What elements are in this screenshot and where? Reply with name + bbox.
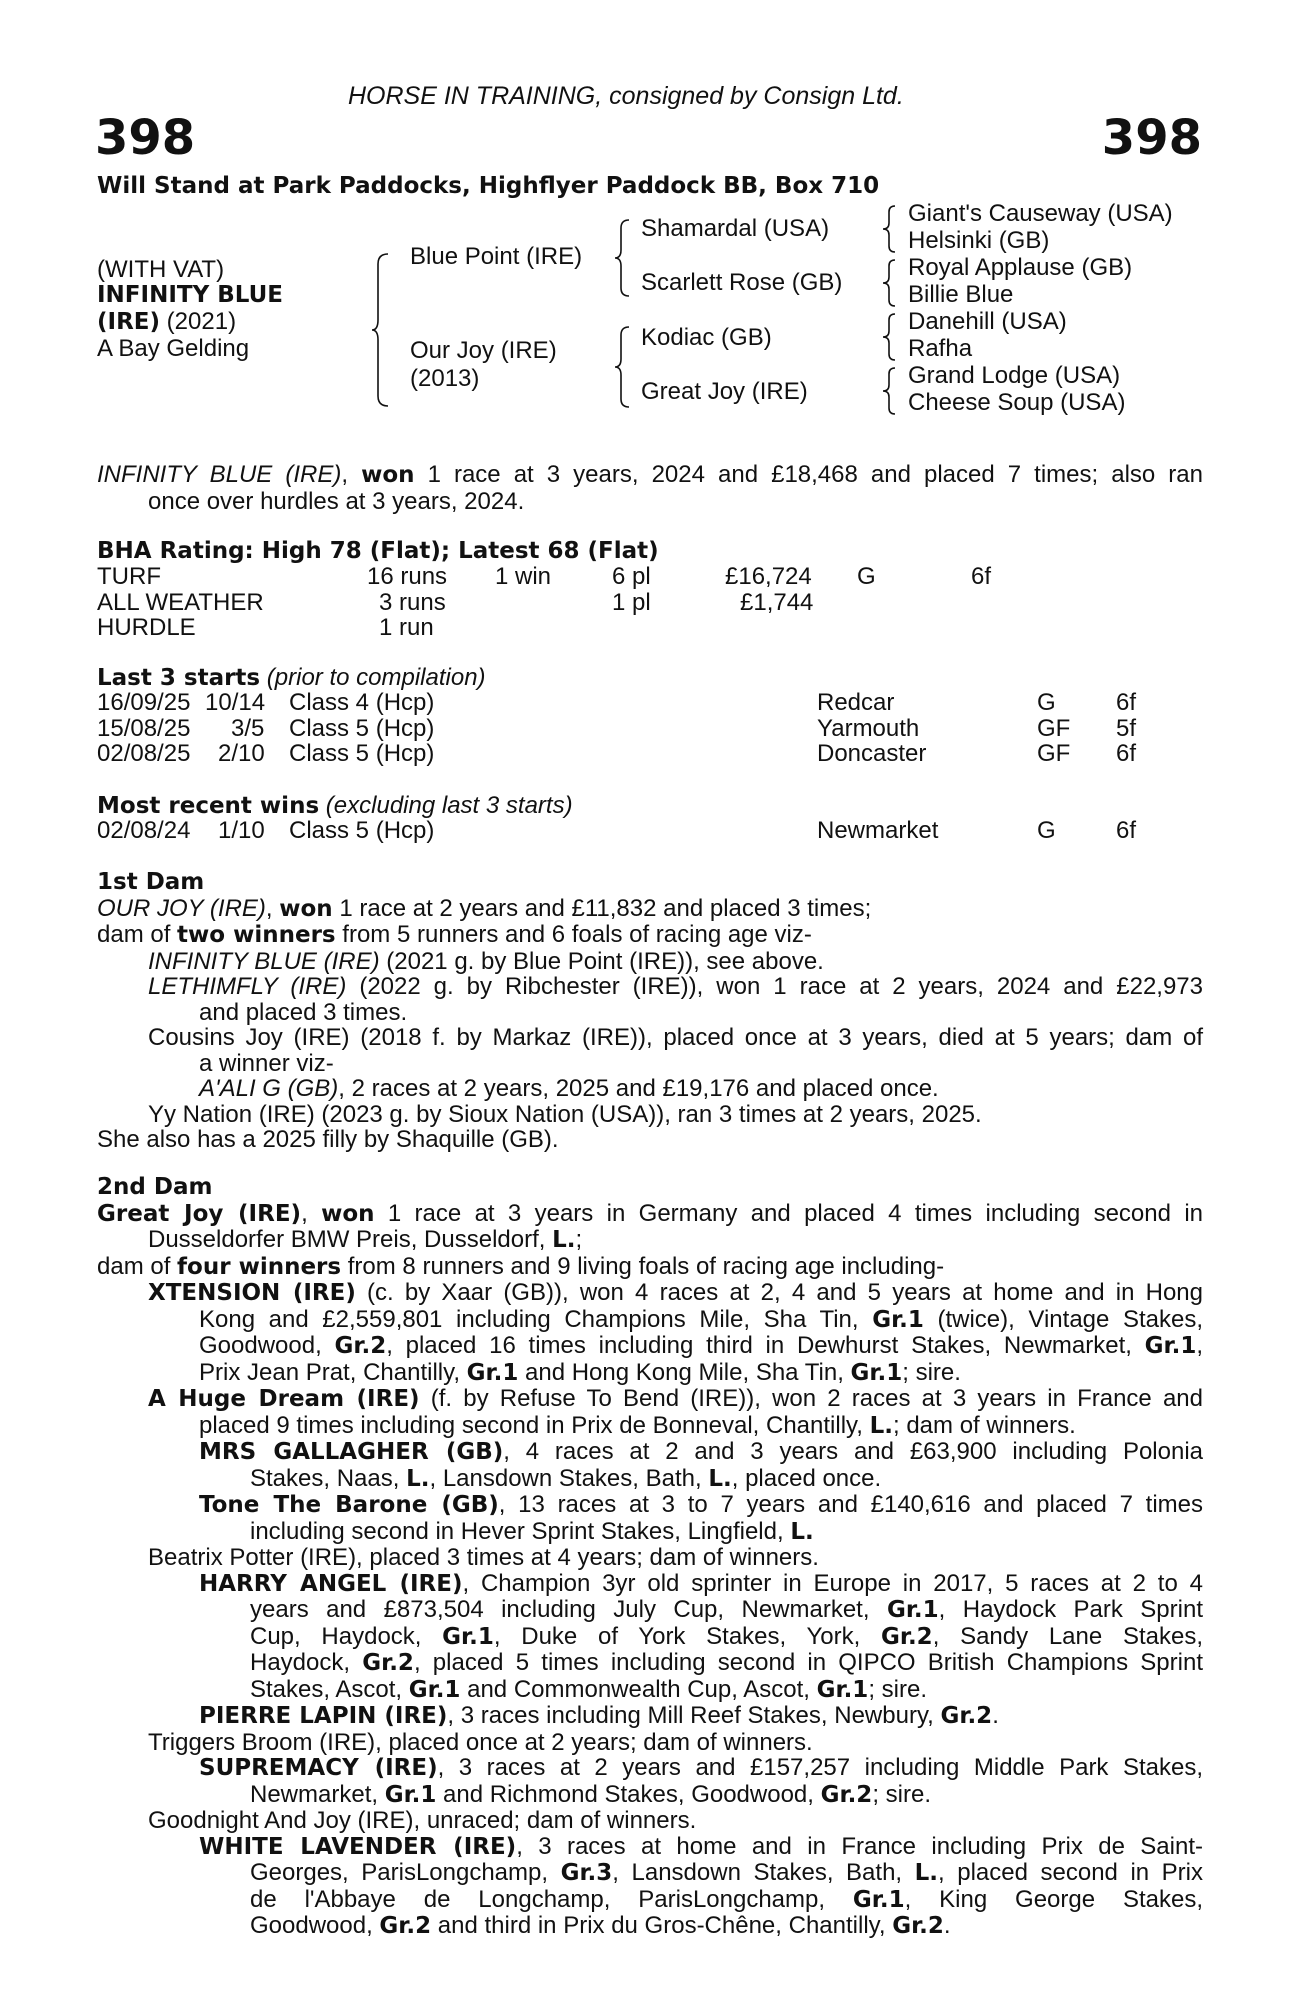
text-dam2-x4-g: Gr.1 bbox=[466, 1359, 519, 1386]
second-dam-heading: 2nd Dam bbox=[97, 1174, 213, 1200]
pedigree-granddam-2: Great Joy (IRE) bbox=[641, 378, 808, 405]
text-recent-rows-0-pos: 1/10 bbox=[218, 817, 265, 844]
text-dam2-w4-g: Gr.2 bbox=[379, 1913, 432, 1939]
text-dam1-l5: and placed 3 times. bbox=[199, 998, 408, 1026]
pedigree-brace-gg2 bbox=[883, 258, 897, 308]
pedigree-ggp-7: Grand Lodge (USA) bbox=[908, 362, 1121, 389]
text-last3-rows-1-dist: 5f bbox=[1116, 714, 1137, 742]
lot-number-left: 398 bbox=[95, 110, 196, 166]
text-last3-rows-2-cls: Class 5 (Hcp) bbox=[289, 740, 435, 767]
text-dam2-ha4: Haydock, bbox=[250, 1649, 363, 1676]
text-dam2-m1-rest: , 4 races at 2 and 3 years and £63,900 including Polonia bbox=[503, 1438, 1204, 1465]
pedigree-brace-gg1 bbox=[883, 204, 897, 254]
text-dam2-l3-a: dam of bbox=[97, 1252, 178, 1280]
text-last3-rows-0-dist: 6f bbox=[1116, 689, 1137, 716]
text-dam2-t2: including second in Hever Sprint Stakes, Lingfield, bbox=[250, 1517, 791, 1545]
text-rating-rows-2-surface: HURDLE bbox=[97, 614, 196, 641]
text-dam2-s2: Newmarket, bbox=[250, 1780, 385, 1808]
text-dam2-ha1-name: HARRY ANGEL (IRE) bbox=[199, 1570, 463, 1597]
text-dam2-t2-L: L. bbox=[790, 1518, 814, 1545]
text-last3-heading: Last 3 starts bbox=[97, 665, 261, 691]
text-dam1-l9: Yy Nation (IRE) (2023 g. by Sioux Nation (USA)), ran 3 times at 2 years, 2025. bbox=[148, 1100, 982, 1128]
text-dam2-w2: Georges, ParisLongchamp, bbox=[250, 1859, 561, 1886]
text-dam2-m2-L: L. bbox=[406, 1465, 430, 1492]
pedigree-brace-sire bbox=[615, 218, 631, 298]
text-rating-rows-0-runs: 16 runs bbox=[367, 563, 448, 590]
pedigree-ggp-5: Danehill (USA) bbox=[908, 308, 1067, 335]
text-dam2-ha3-mid: , Duke of York Stakes, York, bbox=[493, 1622, 881, 1650]
text-dam2-h2-L: L. bbox=[869, 1412, 893, 1439]
text-rating-rows-2-runs: 1 run bbox=[379, 614, 434, 641]
text-dam2-h1-rest: (f. by Refuse To Bend (IRE)), won 2 races at 3 years in France and bbox=[419, 1385, 1203, 1412]
text-dam1-l6: Cousins Joy (IRE) (2018 f. by Markaz (IRE)), placed once at 3 years, died at 5 years; dam of bbox=[148, 1024, 1203, 1051]
rating-row-turf bbox=[97, 564, 1197, 590]
horse-name-suffix bbox=[97, 309, 236, 336]
text-dam2-x3-g: Gr.2 bbox=[334, 1333, 387, 1359]
text-rating-rows-0-surface: TURF bbox=[97, 563, 161, 590]
text-dam2-l2: Dusseldorfer BMW Preis, Dusseldorf, bbox=[148, 1226, 553, 1253]
recent-wins-heading bbox=[97, 792, 573, 820]
text-dam2-s2-g2: Gr.2 bbox=[820, 1781, 873, 1808]
text-dam2-l1-name: Great Joy (IRE) bbox=[97, 1200, 302, 1227]
text-dam2-w4-mid: and third in Prix du Gros-Chêne, Chantilly, bbox=[431, 1912, 893, 1939]
text-dam2-x2-g: Gr.1 bbox=[872, 1306, 924, 1333]
text-dam2-l2-end: ; bbox=[575, 1226, 583, 1253]
text-dam1-l2-a: dam of bbox=[97, 921, 178, 948]
text-dam2-s2-end: ; sire. bbox=[872, 1780, 931, 1808]
text-dam2-ha5: Stakes, Ascot, bbox=[250, 1675, 409, 1703]
vat-note: (WITH VAT) bbox=[97, 256, 225, 283]
text-dam1-l7: a winner viz- bbox=[199, 1049, 334, 1077]
rating-row-hurdle bbox=[97, 615, 1197, 641]
pedigree-granddam-1: Scarlett Rose (GB) bbox=[641, 269, 843, 296]
text-dam2-w4-end: . bbox=[943, 1912, 951, 1939]
text-dam1-l8-rest: , 2 races at 2 years, 2025 and £19,176 and placed once. bbox=[338, 1075, 939, 1102]
text-dam1-l3-name: INFINITY BLUE (IRE) bbox=[148, 947, 380, 975]
text-dam1-l4-name: LETHIMFLY (IRE) bbox=[148, 973, 347, 1000]
text-last3-rows-0-course: Redcar bbox=[817, 689, 895, 716]
last3-table bbox=[97, 690, 1197, 770]
text-dam2-l1-rest: 1 race at 3 years in Germany and placed 4 times including second in bbox=[374, 1199, 1203, 1227]
text-summary-rest1: 1 race at 3 years, 2024 and £18,468 and placed 7 times; also ran bbox=[414, 461, 1203, 488]
text-dam2-m1-name: MRS GALLAGHER (GB) bbox=[199, 1439, 504, 1465]
text-dam2-w2-L: L. bbox=[914, 1860, 939, 1886]
text-dam2-s1-rest: , 3 races at 2 years and £157,257 including Middle Park Stakes, bbox=[437, 1754, 1203, 1781]
text-last3-rows-0-date: 16/09/25 bbox=[97, 689, 191, 716]
text-dam2-pl-rest: , 3 races including Mill Reef Stakes, Newbury, bbox=[447, 1702, 941, 1729]
text-last3-rows-0-pos: 10/14 bbox=[205, 689, 266, 716]
text-rating-rows-1-pl: 1 pl bbox=[612, 588, 651, 616]
text-recent-rows-0-going: G bbox=[1037, 817, 1056, 844]
text-dam1-l8-name: A'ALI G (GB) bbox=[199, 1075, 339, 1102]
text-dam2-ha5-end: ; sire. bbox=[868, 1675, 927, 1703]
text-rating-rows-1-runs: 3 runs bbox=[379, 588, 446, 616]
text-dam2-ha4-g: Gr.2 bbox=[362, 1650, 414, 1676]
text-last3-rows-2-going: GF bbox=[1037, 740, 1071, 767]
text-last3-rows-1-date: 15/08/25 bbox=[97, 714, 191, 742]
first-dam-section: 1st Dam OUR JOY (IRE), won 1 race at 2 years and £11,832 and placed 3 times; dam of two winners from 5 runners and 6 foals of racing age viz- INFINITY BLUE (IRE) (2021 g. by Blue Point (IRE)), see above. LETHIMFLY (IRE) (2022 g. by Ribchester (IRE)), won 1 race at 2 years, 2024 and £22,973 and placed 3 times. Cousins Joy (IRE) (2018 f. by Markaz (IRE)), placed once at 3 years, died at 5 years; dam of a winner viz- A'ALI G (GB), 2 races at 2 years, 2025 and £19,176 and placed once. Yy Nation (IRE) (2023 g. by Sioux Nation (USA)), ran 3 times at 2 years, 2025. She also has a 2025 filly by Shaquille (GB). bbox=[97, 869, 1204, 1153]
text-dam2-t1-name: Tone The Barone (GB) bbox=[199, 1492, 499, 1518]
text-recent-rows-0-date: 02/08/24 bbox=[97, 817, 191, 844]
text-dam2-x3-end: , bbox=[1196, 1332, 1204, 1359]
text-dam2-x4-mid: and Hong Kong Mile, Sha Tin, bbox=[518, 1358, 851, 1386]
text-dam2-x2: Kong and £2,559,801 including Champions Mile, Sha Tin, bbox=[199, 1305, 873, 1333]
last3-heading bbox=[97, 664, 486, 692]
text-summary-rest2: once over hurdles at 3 years, 2024. bbox=[148, 487, 525, 515]
text-last3-rows-2-course: Doncaster bbox=[817, 740, 927, 767]
text-dam1-l1-name: OUR JOY (IRE) bbox=[97, 894, 266, 922]
first-dam-heading: 1st Dam bbox=[97, 869, 205, 895]
text-dam2-l1-won: won bbox=[321, 1200, 375, 1227]
text-recent-rows-0-cls: Class 5 (Hcp) bbox=[289, 817, 435, 844]
text-horse-year: (2021) bbox=[160, 308, 237, 335]
horse-description: A Bay Gelding bbox=[97, 335, 250, 362]
text-dam2-x2-end: (twice), Vintage Stakes, bbox=[923, 1305, 1204, 1333]
pedigree-dam-year: (2013) bbox=[410, 365, 480, 392]
text-dam2-w3-g: Gr.1 bbox=[852, 1886, 905, 1913]
text-dam2-tb1: Triggers Broom (IRE), placed once at 2 years; dam of winners. bbox=[148, 1728, 813, 1756]
pedigree-ggp-6: Rafha bbox=[908, 335, 973, 362]
pedigree-ggp-2: Helsinki (GB) bbox=[908, 227, 1050, 254]
text-dam2-w1-rest: , 3 races at home and in France including Prix de Saint- bbox=[516, 1832, 1203, 1860]
text-dam2-ha5-g2: Gr.1 bbox=[816, 1676, 869, 1703]
text-last3-note: (prior to compilation) bbox=[260, 664, 486, 691]
text-recent-note: (excluding last 3 starts) bbox=[319, 792, 573, 819]
text-dam1-l2-c: from 5 runners and 6 foals of racing age viz- bbox=[335, 921, 812, 948]
text-dam2-ha3-g: Gr.1 bbox=[442, 1623, 494, 1650]
text-dam2-ha3-g2: Gr.2 bbox=[881, 1623, 933, 1650]
text-dam2-s2-mid: and Richmond Stakes, Goodwood, bbox=[436, 1780, 821, 1808]
pedigree-brace-gg3 bbox=[883, 312, 897, 362]
text-dam2-ha5-mid: and Commonwealth Cup, Ascot, bbox=[460, 1675, 817, 1703]
text-dam2-t1-rest: , 13 races at 3 to 7 years and £140,616 and placed 7 times bbox=[498, 1491, 1203, 1518]
text-dam2-x4-g2: Gr.1 bbox=[850, 1359, 903, 1386]
text-dam1-l3-rest: (2021 g. by Blue Point (IRE)), see above. bbox=[379, 947, 824, 975]
pedigree-grandsire-2: Kodiac (GB) bbox=[641, 324, 772, 351]
text-dam2-ha5-g: Gr.1 bbox=[408, 1676, 461, 1703]
text-dam2-ha3: Cup, Haydock, bbox=[250, 1622, 443, 1650]
text-rating-rows-1-surface: ALL WEATHER bbox=[97, 588, 264, 616]
text-dam2-ha1-rest: , Champion 3yr old sprinter in Europe in 2017, 5 races at 2 to 4 bbox=[462, 1569, 1203, 1597]
bha-rating-heading: BHA Rating: High 78 (Flat); Latest 68 (Flat) bbox=[97, 538, 659, 564]
text-dam2-h2: placed 9 times including second in Prix de Bonneval, Chantilly, bbox=[199, 1411, 870, 1439]
text-horse-name-line2: (IRE) bbox=[97, 309, 161, 335]
text-dam2-b1: Beatrix Potter (IRE), placed 3 times at 4 years; dam of winners. bbox=[148, 1544, 819, 1571]
text-dam2-pl-g: Gr.2 bbox=[940, 1703, 993, 1729]
text-dam2-x4: Prix Jean Prat, Chantilly, bbox=[199, 1358, 467, 1386]
text-dam2-pl-end: . bbox=[992, 1702, 999, 1729]
text-dam2-w3-end: , King George Stakes, bbox=[904, 1885, 1203, 1913]
text-dam2-m2-L2: L. bbox=[708, 1465, 732, 1492]
text-dam2-ha2-g: Gr.1 bbox=[886, 1597, 939, 1623]
pedigree-brace-dam bbox=[615, 325, 631, 409]
text-dam2-m2-end: , placed once. bbox=[731, 1464, 882, 1492]
text-dam2-gn1: Goodnight And Joy (IRE), unraced; dam of winners. bbox=[148, 1807, 697, 1834]
text-dam1-l4-rest: (2022 g. by Ribchester (IRE)), won 1 race at 2 years, 2024 and £22,973 bbox=[346, 973, 1204, 1000]
text-dam2-l2-L: L. bbox=[552, 1227, 576, 1253]
text-dam2-m2-mid: , Lansdown Stakes, Bath, bbox=[429, 1464, 709, 1492]
text-dam2-h1-name: A Huge Dream (IRE) bbox=[148, 1386, 420, 1412]
second-dam-section: 2nd Dam Great Joy (IRE), won 1 race at 3 years in Germany and placed 4 times including second in Dusseldorfer BMW Preis, Dusseldorf, L.; dam of four winners from 8 runners and 9 living foals of racing age including- XTENSION (IRE) (c. by Xaar (GB)), won 4 races at 2, 4 and 5 years at home and in Hong Kong and £2,559,801 including Champions Mile, Sha Tin, Gr.1 (twice), Vintage Stakes, Goodwood, Gr.2, placed 16 times including third in Dewhurst Stakes, Newmarket, Gr.1, Prix Jean Prat, Chantilly, Gr.1 and Hong Kong Mile, Sha Tin, Gr.1; sire. A Huge Dream (IRE) (f. by Refuse To Bend (IRE)), won 2 races at 3 years in France and placed 9 times including second in Prix de Bonneval, Chantilly, L.; dam of winners. MRS GALLAGHER (GB), 4 races at 2 and 3 years and £63,900 including Polonia Stakes, Naas, L., Lansdown Stakes, Bath, L., placed once. Tone The Barone (GB), 13 races at 3 to 7 years and £140,616 and placed 7 times including second in Hever Sprint Stakes, Lingfield, L. Beatrix Potter (IRE), placed 3 times at 4 years; dam of winners. HARRY ANGEL (IRE), Champion 3yr old sprinter in Europe in 2017, 5 races at 2 to 4 years and £873,504 including July Cup, Newmarket, Gr.1, Haydock Park Sprint Cup, Haydock, Gr.1, Duke of York Stakes, York, Gr.2, Sandy Lane Stakes, Haydock, Gr.2, placed 5 times including second in QIPCO British Champions Sprint Stakes, Ascot, Gr.1 and Commonwealth Cup, Ascot, Gr.1; sire. PIERRE LAPIN (IRE), 3 races including Mill Reef Stakes, Newbury, Gr.2. Triggers Broom (IRE), placed once at 2 years; dam of winners. SUPREMACY (IRE), 3 races at 2 years and £157,257 including Middle Park Stakes, Newmarket, Gr.1 and Richmond Stakes, Goodwood, Gr.2; sire. Goodnight And Joy (IRE), unraced; dam of winners. WHITE LAVENDER (IRE), 3 races at home and in France including Prix de Saint- Georges, ParisLongchamp, Gr.3, Lansdown Stakes, Bath, L., placed second in Prix de l'Abbaye de Longchamp, ParisLongchamp, Gr.1, King George Stakes, Goodwood, Gr.2 and third in Prix du Gros-Chêne, Chantilly, Gr.2. bbox=[97, 1174, 1204, 1939]
text-summary-won: won bbox=[361, 462, 415, 488]
text-dam2-x3-g2: Gr.1 bbox=[1144, 1333, 1197, 1359]
text-last3-rows-2-dist: 6f bbox=[1116, 740, 1137, 767]
text-dam2-x1-rest: (c. by Xaar (GB)), won 4 races at 2, 4 and 5 years at home and in Hong bbox=[355, 1279, 1203, 1306]
text-dam2-w2-end: , placed second in Prix bbox=[938, 1859, 1204, 1886]
rating-table bbox=[97, 564, 1197, 644]
text-dam2-l3-c: from 8 runners and 9 living foals of racing age including- bbox=[341, 1252, 945, 1280]
pedigree-ggp-3: Royal Applause (GB) bbox=[908, 254, 1133, 281]
text-last3-rows-0-going: G bbox=[1037, 689, 1056, 716]
text-dam2-s2-g: Gr.1 bbox=[384, 1781, 437, 1808]
text-dam2-l3-b: four winners bbox=[177, 1253, 342, 1280]
text-recent-rows-0-dist: 6f bbox=[1116, 817, 1137, 844]
text-dam2-s1-name: SUPREMACY (IRE) bbox=[199, 1755, 438, 1781]
text-last3-rows-1-pos: 3/5 bbox=[231, 714, 265, 742]
lot-number-right: 398 bbox=[1101, 110, 1202, 166]
text-last3-rows-2-pos: 2/10 bbox=[218, 740, 265, 767]
text-dam1-l10: She also has a 2025 filly by Shaquille (GB). bbox=[97, 1126, 559, 1153]
pedigree-ggp-8: Cheese Soup (USA) bbox=[908, 389, 1126, 416]
text-dam2-w3: de l'Abbaye de Longchamp, ParisLongchamp, bbox=[250, 1885, 853, 1913]
text-dam2-w4-g2: Gr.2 bbox=[892, 1913, 944, 1939]
text-dam1-l2-b: two winners bbox=[177, 922, 336, 948]
recent-wins-table bbox=[97, 818, 1197, 846]
text-rating-rows-0-prize: £16,724 bbox=[725, 563, 812, 590]
text-dam2-w4: Goodwood, bbox=[250, 1912, 380, 1939]
text-dam2-w1-name: WHITE LAVENDER (IRE) bbox=[199, 1833, 517, 1860]
pedigree-grandsire-1: Shamardal (USA) bbox=[641, 215, 830, 242]
text-dam1-l1-rest: 1 race at 2 years and £11,832 and placed 3 times; bbox=[332, 894, 872, 922]
race-summary: INFINITY BLUE (IRE), won 1 race at 3 years, 2024 and £18,468 and placed 7 times; also ran once over hurdles at 3 years, 2024. bbox=[97, 461, 1203, 515]
text-dam2-w2-g: Gr.3 bbox=[560, 1860, 613, 1886]
text-last3-rows-1-cls: Class 5 (Hcp) bbox=[289, 714, 435, 742]
text-last3-rows-1-going: GF bbox=[1037, 714, 1071, 742]
text-rating-rows-0-wins: 1 win bbox=[495, 563, 552, 590]
text-dam2-h2-end: ; dam of winners. bbox=[893, 1411, 1076, 1439]
pedigree-ggp-4: Billie Blue bbox=[908, 281, 1014, 308]
text-rating-rows-0-dist: 6f bbox=[971, 563, 992, 590]
pedigree-brace-gg4 bbox=[883, 366, 897, 416]
pedigree-ggp-1: Giant's Causeway (USA) bbox=[908, 200, 1173, 227]
text-dam2-ha4-end: , placed 5 times including second in QIPCO British Champions Sprint bbox=[413, 1649, 1203, 1676]
text-dam2-w2-mid: , Lansdown Stakes, Bath, bbox=[612, 1859, 915, 1886]
text-dam2-ha2: years and £873,504 including July Cup, Newmarket, bbox=[250, 1596, 887, 1623]
text-recent-rows-0-course: Newmarket bbox=[817, 817, 939, 844]
horse-name: INFINITY BLUE bbox=[97, 282, 283, 308]
text-rating-rows-0-pl: 6 pl bbox=[612, 563, 651, 590]
pedigree-sire: Blue Point (IRE) bbox=[410, 243, 583, 270]
page-header-title: HORSE IN TRAINING, consigned by Consign Ltd. bbox=[348, 82, 904, 110]
text-recent-heading: Most recent wins bbox=[97, 793, 320, 819]
text-last3-rows-0-cls: Class 4 (Hcp) bbox=[289, 689, 435, 716]
text-last3-rows-1-course: Yarmouth bbox=[817, 714, 920, 742]
text-dam2-x1-name: XTENSION (IRE) bbox=[148, 1280, 356, 1306]
text-dam2-ha3-end: , Sandy Lane Stakes, bbox=[932, 1622, 1203, 1650]
text-summary-name: INFINITY BLUE (IRE) bbox=[97, 461, 342, 488]
text-rating-rows-0-going: G bbox=[857, 563, 876, 590]
text-last3-rows-2-date: 02/08/25 bbox=[97, 740, 191, 767]
pedigree-dam: Our Joy (IRE) bbox=[410, 337, 557, 364]
text-dam2-x3: Goodwood, bbox=[199, 1332, 335, 1359]
rating-row-aw bbox=[97, 590, 1197, 616]
text-dam2-ha2-end: , Haydock Park Sprint bbox=[938, 1596, 1203, 1623]
text-dam1-l1-won: won bbox=[279, 895, 333, 922]
text-rating-rows-1-prize: £1,744 bbox=[740, 588, 814, 616]
pedigree-brace-main bbox=[372, 252, 392, 408]
text-dam2-x4-end: ; sire. bbox=[902, 1358, 961, 1386]
text-dam2-x3-mid: , placed 16 times including third in Dewhurst Stakes, Newmarket, bbox=[386, 1332, 1145, 1359]
stand-location: Will Stand at Park Paddocks, Highflyer Paddock BB, Box 710 bbox=[97, 173, 880, 199]
text-dam2-m2: Stakes, Naas, bbox=[250, 1464, 407, 1492]
text-dam2-pl-name: PIERRE LAPIN (IRE) bbox=[199, 1703, 448, 1729]
